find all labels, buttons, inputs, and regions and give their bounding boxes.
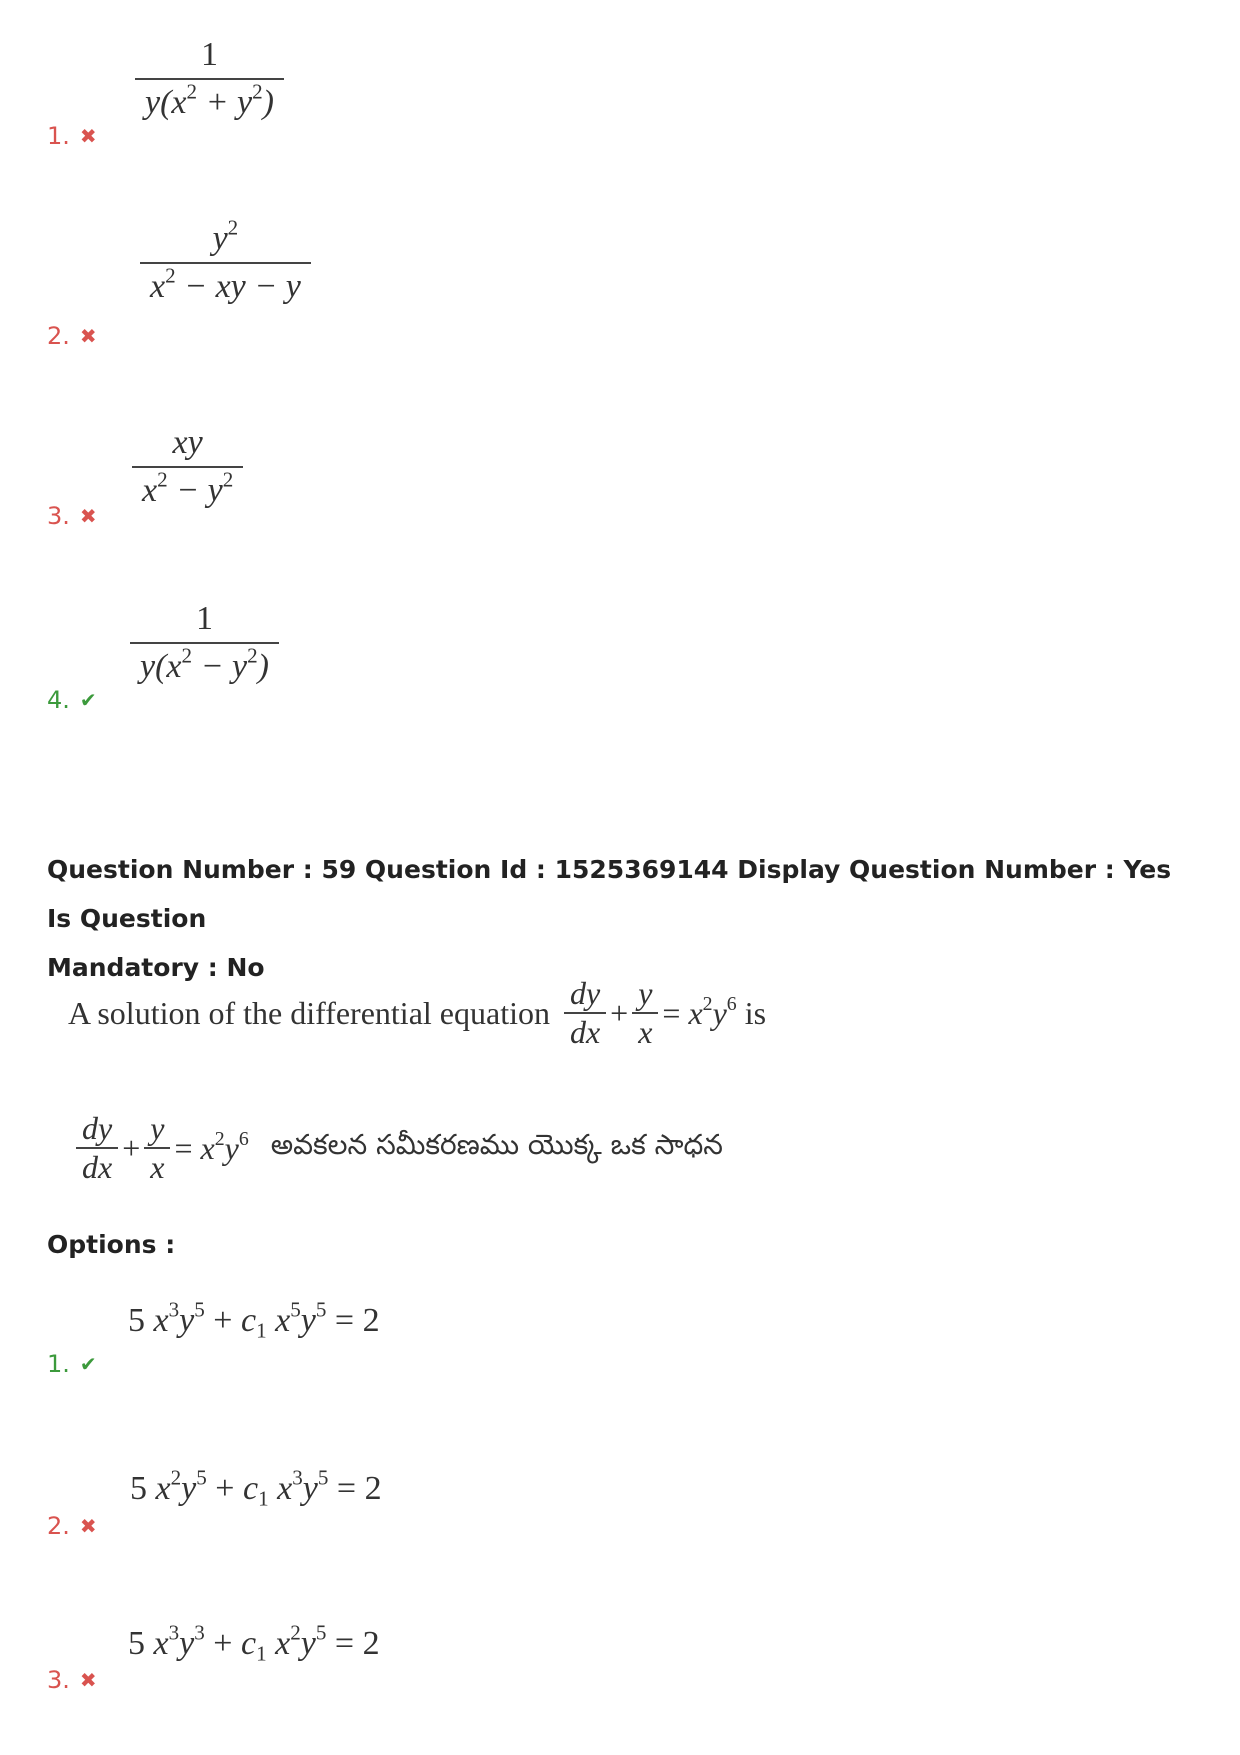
option-number: 3.: [47, 1666, 70, 1694]
check-icon: ✔: [79, 688, 97, 712]
option-number: 2.: [47, 322, 70, 350]
cross-icon: ✖: [79, 1514, 97, 1538]
option-2: [47, 1512, 97, 1540]
stem-suffix: is: [744, 994, 767, 1031]
option-number: 2.: [47, 1512, 70, 1540]
cross-icon: ✖: [79, 1668, 97, 1692]
cross-icon: ✖: [79, 324, 97, 348]
option-3-formula: 5 $x^3y^3 + c_1$ $x^2y^5 = 2$: [128, 1620, 380, 1666]
question-header-line2: Mandatory : No: [47, 953, 265, 982]
question-stem-telugu: dy dx + y x = $x^2y^6$ అవకలన సమీకరణము యొక్క ఒక సాధన: [72, 1110, 723, 1186]
option-1: [47, 1350, 97, 1378]
option-number: 1.: [47, 122, 70, 150]
option-3: [47, 1666, 97, 1694]
question-stem-english: A solution of the differential equation dy dx + y x = $x^2y^6$ is: [68, 975, 767, 1050]
cross-icon: ✖: [79, 504, 97, 528]
prev-option-1-formula: $\frac{1}{y(x^2 + y^2)}$: [135, 36, 284, 122]
telugu-text: అవకలన సమీకరణము యొక్క ఒక సాధన: [270, 1128, 723, 1161]
option-number: 1.: [47, 1350, 70, 1378]
question-header-line1: Question Number : 59 Question Id : 1525369144 Display Question Number : Yes Is Question: [47, 855, 1172, 933]
prev-option-1: [47, 122, 97, 150]
prev-option-4: [47, 686, 97, 714]
prev-option-2-formula: $\frac{y^2}{x^2 - xy - y}$: [140, 220, 311, 306]
prev-option-4-formula: $\frac{1}{y(x^2 - y^2)}$: [130, 600, 279, 686]
options-label: Options :: [47, 1230, 176, 1259]
option-1-formula: 5 $x^3y^5 + c_1$ $x^5y^5 = 2$: [128, 1297, 380, 1343]
prev-option-3: [47, 502, 97, 530]
cross-icon: ✖: [79, 124, 97, 148]
check-icon: ✔: [79, 1352, 97, 1376]
prev-option-2: [47, 322, 97, 350]
question-header: [47, 845, 1197, 992]
option-2-formula: 5 $x^2y^5 + c_1$ $x^3y^5 = 2$: [130, 1465, 382, 1511]
stem-text: A solution of the differential equation: [68, 994, 550, 1031]
option-number: 4.: [47, 686, 70, 714]
prev-option-3-formula: $\frac{xy}{x^2 - y^2}$: [132, 424, 243, 510]
option-number: 3.: [47, 502, 70, 530]
